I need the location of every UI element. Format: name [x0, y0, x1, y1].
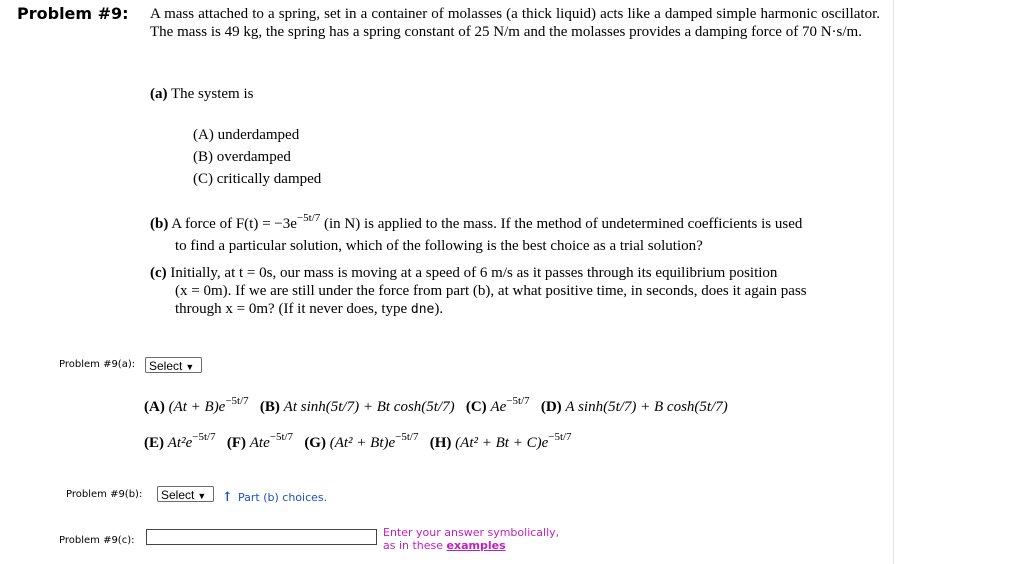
answer-b-label: Problem #9(b): — [66, 489, 143, 500]
answer-a-label: Problem #9(a): — [59, 359, 136, 370]
part-b-text-before: A force of F(t) = −3e — [171, 216, 297, 232]
choices-row-2 — [144, 431, 572, 452]
choice-d: (D) A sinh(5t/7) + B cosh(5t/7) — [540, 399, 728, 415]
part-c-line1: Initially, at t = 0s, our mass is moving at a speed of 6 m/s as it passes through its equilibrium position — [170, 265, 778, 281]
answer-c-hint — [383, 526, 559, 552]
problem-intro: A mass attached to a spring, set in a container of molasses (a thick liquid) acts like a damped simple harmonic oscillator. The mass is 49 kg, the spring has a spring constant of 25 N/m and the molasses provides a damping force of 70 N·s/m. — [150, 6, 880, 40]
choice-h: (H) $(At^2 + Bt + C)e^{-5t/7}$ — [429, 431, 572, 451]
part-a-prompt — [150, 86, 253, 103]
answer-c-label: Problem #9(c): — [59, 535, 135, 546]
part-a-text: The system is — [170, 86, 254, 102]
part-c-line3-end: ). — [434, 301, 444, 317]
option-overdamped: (B) overdamped — [193, 149, 291, 165]
part-b-text-after: (in N) is applied to the mass. If the method of undetermined coefficients is used — [320, 216, 803, 232]
answer-a-select-value: Select — [149, 359, 183, 373]
page-divider — [893, 0, 894, 564]
option-critically-damped: (C) critically damped — [193, 171, 322, 187]
part-c-line3-start: through x = 0m? (If it never does, type — [175, 301, 411, 317]
up-arrow-icon: ↑ — [222, 490, 233, 505]
part-b-choices-link[interactable]: Part (b) choices. — [238, 491, 328, 504]
part-c-line2: (x = 0m). If we are still under the force from part (b), at what positive time, in seconds, does it again pass — [175, 283, 807, 299]
choice-g: (G) $(At^2 + Bt)e^{-5t/7}$ — [304, 431, 419, 451]
answer-c-input[interactable] — [146, 529, 377, 545]
part-c-dne: dne — [410, 302, 435, 317]
answer-c-hint-line2: as in these — [383, 539, 447, 552]
answer-a-select[interactable] — [145, 357, 202, 373]
part-b-prompt — [150, 212, 803, 233]
problem-title: Problem #9: — [17, 4, 129, 23]
choices-row-1 — [144, 395, 728, 416]
answer-c-hint-line1: Enter your answer symbolically, — [383, 526, 560, 539]
examples-link[interactable]: examples — [446, 539, 506, 552]
part-b-exponent: −5t/7 — [296, 212, 321, 224]
chevron-down-icon: ▼ — [185, 362, 195, 372]
part-c-label: (c) — [150, 265, 167, 281]
choice-b: (B) At sinh(5t/7) + Bt cosh(5t/7) — [259, 399, 455, 415]
answer-b-select-value: Select — [161, 488, 195, 502]
choice-a: (A) $(At + B)e^{-5t/7}$ — [144, 395, 249, 415]
choice-f: (F) Ate$^{-5t/7}$ — [226, 431, 294, 451]
part-b-line2: to find a particular solution, which of the following is the best choice as a trial solution? — [175, 238, 703, 254]
answer-b-select[interactable] — [157, 486, 214, 502]
chevron-down-icon: ▼ — [197, 491, 207, 501]
part-c-prompt — [150, 264, 807, 319]
part-a-label: (a) — [150, 86, 168, 102]
choice-c: (C) $Ae^{-5t/7}$ — [465, 395, 530, 415]
option-underdamped: (A) underdamped — [193, 127, 300, 143]
choice-e: (E) $At^2e^{-5t/7}$ — [144, 431, 216, 451]
part-a-options — [193, 124, 321, 190]
part-b-label: (b) — [150, 216, 169, 232]
part-b-choices-link-wrap[interactable] — [222, 486, 327, 505]
